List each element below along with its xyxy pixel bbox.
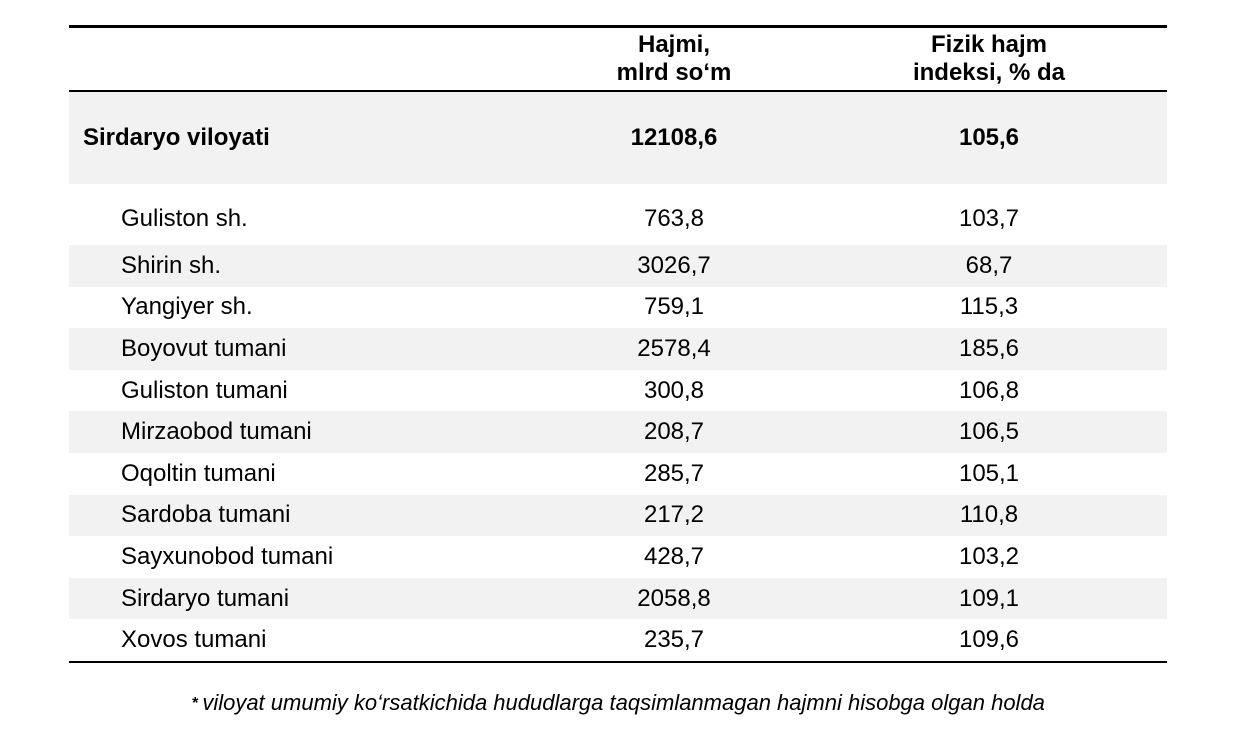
- table-row: [69, 245, 1167, 287]
- total-volume: 12108,6: [630, 124, 718, 151]
- row-index: 109,1: [958, 584, 1020, 612]
- footnote: [0, 690, 1237, 716]
- row-volume: 763,8: [643, 204, 705, 232]
- row-name: Sirdaryo tumani: [121, 584, 290, 612]
- table-row: [69, 619, 1167, 661]
- row-volume: 235,7: [643, 626, 705, 654]
- row-index: 103,7: [958, 204, 1020, 232]
- row-index: 109,6: [958, 626, 1020, 654]
- total-row: [69, 92, 1167, 184]
- row-name: Guliston tumani: [121, 376, 288, 404]
- header-index: [769, 31, 1129, 87]
- row-name: Boyovut tumani: [121, 334, 287, 362]
- table-row: [69, 578, 1167, 620]
- row-index: 68,7: [965, 251, 1013, 279]
- row-name: Xovos tumani: [121, 626, 267, 654]
- header-volume: [579, 31, 769, 87]
- row-index: 115,3: [959, 293, 1019, 321]
- row-index: 103,2: [958, 542, 1020, 570]
- total-index: 105,6: [958, 124, 1020, 151]
- row-index: 105,1: [958, 459, 1020, 487]
- row-volume: 208,7: [643, 418, 705, 446]
- row-name: Guliston sh.: [121, 204, 248, 232]
- row-name: Sardoba tumani: [121, 501, 291, 529]
- row-index: 106,8: [958, 376, 1020, 404]
- row-name: Yangiyer sh.: [121, 293, 253, 321]
- row-index: 106,5: [958, 418, 1020, 446]
- table-row: [69, 536, 1167, 578]
- row-name: Oqoltin tumani: [121, 459, 276, 487]
- footnote-text: viloyat umumiy ko‘rsatkichida hududlarga taqsimlanmagan hajmni hisobga olgan holda: [202, 690, 1045, 715]
- row-volume: 2578,4: [637, 334, 711, 362]
- data-table: [69, 25, 1167, 663]
- table-row: [69, 192, 1167, 245]
- row-volume: 285,7: [643, 459, 705, 487]
- table-row: [69, 328, 1167, 370]
- row-index: 185,6: [958, 334, 1020, 362]
- row-volume: 2058,8: [637, 584, 711, 612]
- row-volume: 3026,7: [637, 251, 711, 279]
- footnote-marker: *: [192, 695, 199, 712]
- table-row: [69, 495, 1167, 537]
- header-volume-line2: mlrd so‘m: [616, 59, 732, 86]
- row-index: 110,8: [959, 501, 1019, 529]
- row-volume: 759,1: [643, 293, 705, 321]
- table-row: [69, 370, 1167, 412]
- row-name: Shirin sh.: [121, 251, 222, 279]
- table-bottom-rule: [69, 661, 1167, 663]
- table-row: [69, 411, 1167, 453]
- table-row: [69, 453, 1167, 495]
- row-name: Mirzaobod tumani: [121, 418, 312, 446]
- row-volume: 217,2: [643, 501, 705, 529]
- header-index-line2: indeksi, % da: [912, 59, 1066, 86]
- row-volume: 428,7: [643, 542, 705, 570]
- table-header-row: [69, 28, 1167, 90]
- row-volume: 300,8: [643, 376, 705, 404]
- header-index-line1: Fizik hajm: [930, 31, 1048, 58]
- row-name: Sayxunobod tumani: [121, 542, 334, 570]
- header-volume-line1: Hajmi,: [637, 31, 711, 58]
- table-row: [69, 287, 1167, 329]
- row-spacer: [69, 184, 1167, 192]
- total-name: Sirdaryo viloyati: [83, 124, 270, 151]
